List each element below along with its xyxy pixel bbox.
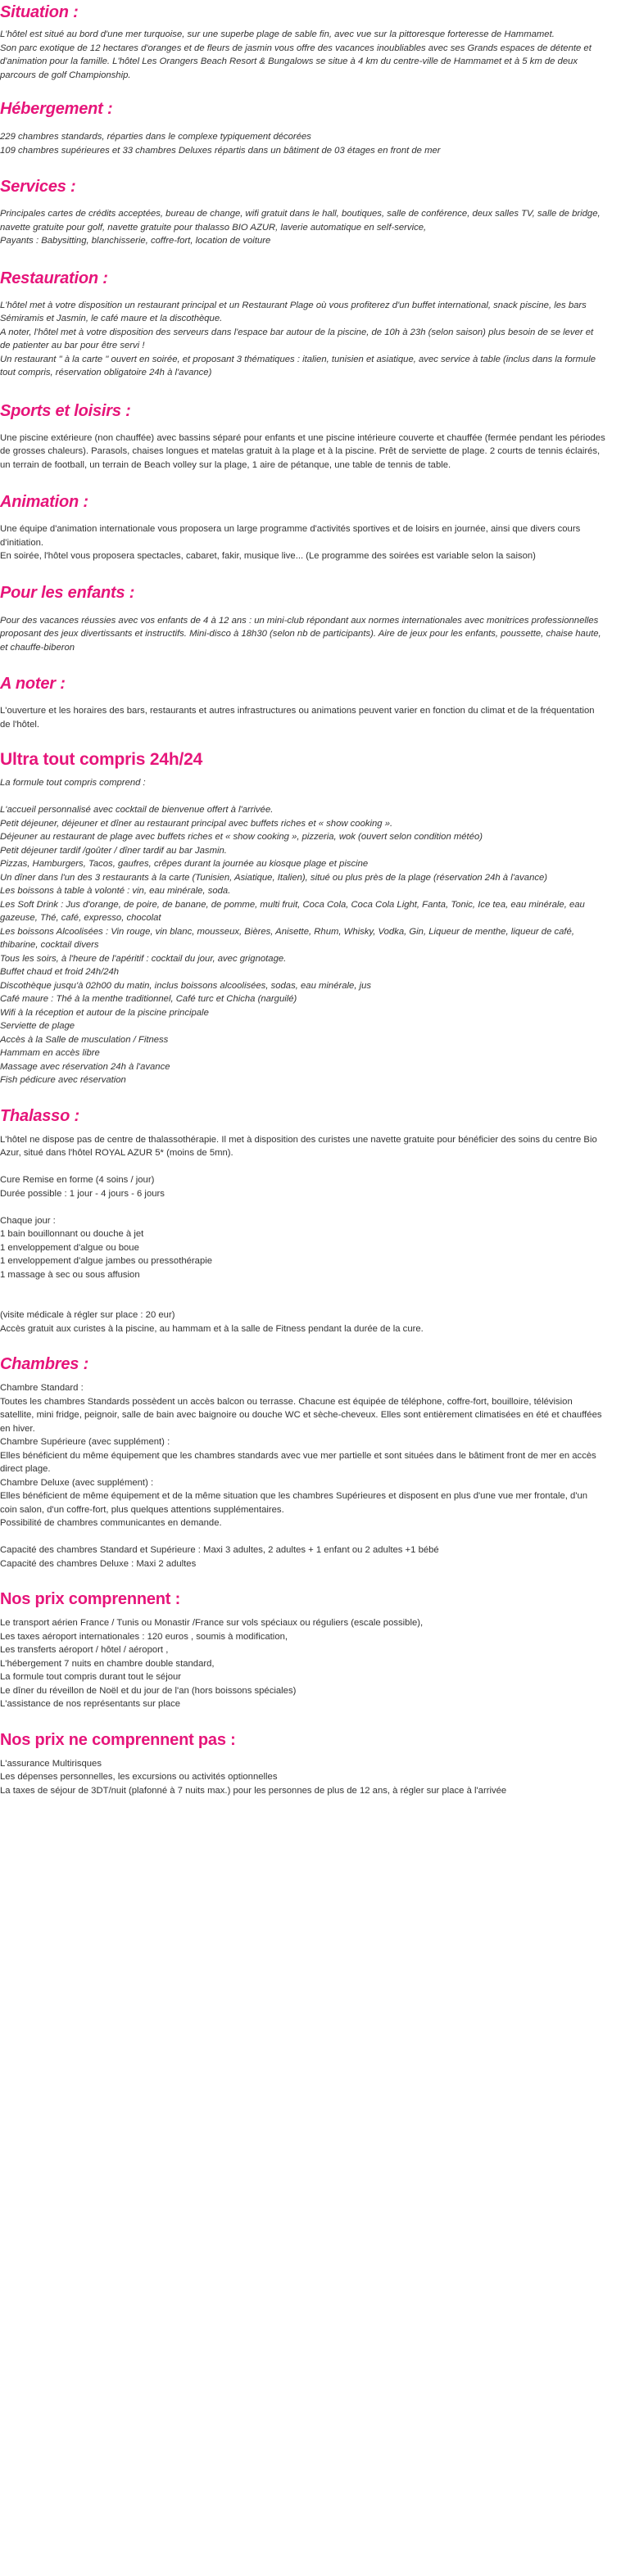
text-line: Principales cartes de crédits acceptées, bureau de change, wifi gratuit dans le hall, boutiques, salle de conférence, deux salles TV, salle de bridge, navette gratuite pour golf, navette gratuite pour thalasso BIO AZUR, laverie automatique en self-service, <box>0 209 601 233</box>
text-line: 1 enveloppement d'algue ou boue <box>0 1242 139 1253</box>
text-line: Les Soft Drink : Jus d'orange, de poire, de banane, de pomme, multi fruit, Coca Cola, Coca Cola Light, Fanta, Tonic, Ice tea, eau minérale, eau gazeuse, Thé, café, expresso, chocolat <box>0 899 585 923</box>
text-line: L'hébergement 7 nuits en chambre double standard, <box>0 1658 215 1669</box>
section-title-enfants: Pour les enfants : <box>0 583 135 602</box>
text-line: Cure Remise en forme (4 soins / jour) <box>0 1175 155 1185</box>
section-title-prix-comprennent: Nos prix comprennent : <box>0 1590 181 1608</box>
text-line: Un dîner dans l'un des 3 restaurants à la carte (Tunisien, Asiatique, Italien), situé ou plus près de la plage (réservation 24h à l'avance) <box>0 872 548 883</box>
text-line: L'hôtel met à votre disposition un restaurant principal et un Restaurant Plage où vous profiterez d'un buffet international, snack piscine, les bars Sémiramis et Jasmin, le café maure et la discothèque. <box>0 300 587 323</box>
text-line: (visite médicale à régler sur place : 20 eur) <box>0 1310 175 1320</box>
text-line: Les boissons Alcoolisées : Vin rouge, vin blanc, mousseux, Bières, Anisette, Rhum, Whisky, Vodka, Gin, Liqueur de menthe, liqueur de café, thibarine, cocktail divers <box>0 926 574 950</box>
text-line: Capacité des chambres Standard et Supérieure : Maxi 3 adultes, 2 adultes + 1 enfant ou 2 adultes +1 bébé <box>0 1545 439 1555</box>
text-line: Capacité des chambres Deluxe : Maxi 2 adultes <box>0 1558 197 1569</box>
section-animation <box>0 491 605 563</box>
text-line: Petit déjeuner tardif /goûter / dîner tardif au bar Jasmin. <box>0 845 227 856</box>
text-line: Le transport aérien France / Tunis ou Monastir /France sur vols spéciaux ou réguliers (escale possible), <box>0 1618 424 1628</box>
text-line: Chambre Deluxe (avec supplément) : <box>0 1477 154 1488</box>
text-line: Les taxes aéroport internationales : 120 euros , soumis à modification, <box>0 1631 288 1642</box>
section-chambres <box>0 1354 605 1570</box>
section-situation <box>0 0 605 82</box>
section-body-situation <box>0 28 605 82</box>
text-line: La formule tout compris comprend : <box>0 778 146 788</box>
text-line: Accès gratuit aux curistes à la piscine, au hammam et à la salle de Fitness pendant la durée de la cure. <box>0 1323 424 1334</box>
text-line: La formule tout compris durant tout le séjour <box>0 1672 182 1682</box>
text-line <box>0 1200 605 1214</box>
text-line: Chambre Standard : <box>0 1383 84 1393</box>
text-line: Elles bénéficient du même équipement que les chambres standards avec vue mer partielle et sont situées dans le bâtiment front de mer en accès direct plage. <box>0 1450 596 1474</box>
section-title-prix-ne-comprennent-pas: Nos prix ne comprennent pas : <box>0 1730 236 1749</box>
section-body-restauration <box>0 299 605 380</box>
section-body-thalasso <box>0 1133 605 1336</box>
section-thalasso <box>0 1105 605 1336</box>
section-title-animation: Animation : <box>0 493 88 511</box>
text-line: Déjeuner au restaurant de plage avec buffets riches et « show cooking », pizzeria, wok (ouvert selon condition météo) <box>0 832 483 842</box>
section-body-animation <box>0 522 605 563</box>
text-line <box>0 790 605 804</box>
section-body-ultra-tout-compris <box>0 776 605 1087</box>
text-line: 1 bain bouillonnant ou douche à jet <box>0 1229 144 1239</box>
text-line: Pour des vacances réussies avec vos enfants de 4 à 12 ans : un mini-club répondant aux normes internationales avec monitrices professionnelles proposant des jeux divertissants et instructifs. Mini-disco à 18h30 (selon nb de participants). Aire de jeux pour les enfants, poussette, chaise haute, et chauffe-biberon <box>0 615 601 653</box>
section-body-services <box>0 207 605 248</box>
text-line: Possibilité de chambres communicantes en demande. <box>0 1518 222 1528</box>
text-line: Toutes les chambres Standards possèdent un accès balcon ou terrasse. Chacune est équipée de téléphone, coffre-fort, bouilloire, télévision satellite, mini fridge, peignoir, salle de bain avec baignoire ou douche WC et sèche-cheveux. Elles sont entièrement climatisées en été et chauffées en hiver. <box>0 1396 602 1434</box>
text-line <box>0 1295 605 1309</box>
text-line: Les dépenses personnelles, les excursions ou activités optionnelles <box>0 1772 278 1782</box>
text-line: Son parc exotique de 12 hectares d'oranges et de fleurs de jasmin vous offre des vacances inoubliables avec ses Grands espaces de détente et d'animation pour la famille. L'hôtel Les Orangers Beach Resort & Bungalows se situe à 4 km du centre-ville de Hammamet et à 5 km de deux parcours de golf Championship. <box>0 43 592 80</box>
text-line: Une piscine extérieure (non chauffée) avec bassins séparé pour enfants et une piscine intérieure couverte et chauffée (fermée pendant les périodes de grosses chaleurs). Parasols, chaises longues et matelas gratuit à la plage et à la piscine. Prêt de serviette de plage. 2 courts de tennis éclairés, un terrain de football, un terrain de Beach volley sur la plage, 1 aire de pétanque, une table de tennis de table. <box>0 432 605 470</box>
text-line: Un restaurant " à la carte " ouvert en soirée, et proposant 3 thématiques : italien, tunisien et asiatique, avec service à table (inclus dans la formule tout compris, réservation obligatoire 24h à l'avance) <box>0 354 596 377</box>
section-restauration <box>0 268 605 380</box>
section-a-noter <box>0 673 605 731</box>
section-body-hebergement <box>0 130 605 157</box>
text-line: Tous les soirs, à l'heure de l'apéritif : cocktail du jour, avec grignotage. <box>0 953 287 964</box>
text-line: L'hôtel est situé au bord d'une mer turquoise, sur une superbe plage de sable fin, avec vue sur la pittoresque forteresse de Hammamet. <box>0 29 555 39</box>
text-line: L'ouverture et les horaires des bars, restaurants et autres infrastructures ou animations peuvent varier en fonction du climat et de la fréquentation de l'hôtel. <box>0 706 595 730</box>
text-line <box>0 1281 605 1295</box>
text-line: Les transferts aéroport / hôtel / aéroport , <box>0 1645 169 1655</box>
text-line: L'assurance Multirisques <box>0 1758 102 1769</box>
text-line: Accès à la Salle de musculation / Fitness <box>0 1034 169 1045</box>
section-body-enfants <box>0 614 605 655</box>
text-line: L'accueil personnalisé avec cocktail de bienvenue offert à l'arrivée. <box>0 805 274 815</box>
section-title-ultra-tout-compris: Ultra tout compris 24h/24 <box>0 750 203 769</box>
text-line: Wifi à la réception et autour de la piscine principale <box>0 1007 209 1018</box>
section-title-chambres: Chambres : <box>0 1355 89 1373</box>
section-prix-comprennent <box>0 1589 605 1711</box>
text-line: Durée possible : 1 jour - 4 jours - 6 jours <box>0 1188 165 1199</box>
text-line: 229 chambres standards, réparties dans le complexe typiquement décorées <box>0 132 311 142</box>
text-line: Petit déjeuner, déjeuner et dîner au restaurant principal avec buffets riches et « show cooking ». <box>0 818 393 829</box>
text-line: Chaque jour : <box>0 1215 56 1226</box>
section-title-situation: Situation : <box>0 3 79 21</box>
section-title-services: Services : <box>0 178 76 196</box>
text-line: Pizzas, Hamburgers, Tacos, gaufres, crêpes durant la journée au kiosque plage et piscine <box>0 859 369 869</box>
section-title-a-noter: A noter : <box>0 675 66 693</box>
section-services <box>0 176 605 248</box>
section-ultra-tout-compris <box>0 749 605 1087</box>
text-line <box>0 1160 605 1174</box>
section-body-sports <box>0 432 605 472</box>
section-body-prix-ne-comprennent-pas <box>0 1757 605 1798</box>
text-line: Massage avec réservation 24h à l'avance <box>0 1061 170 1072</box>
text-line: Serviette de plage <box>0 1021 75 1031</box>
text-line: 1 enveloppement d'algue jambes ou pressothérapie <box>0 1256 213 1266</box>
section-body-prix-comprennent <box>0 1616 605 1711</box>
section-title-restauration: Restauration : <box>0 269 108 287</box>
text-line: En soirée, l'hôtel vous proposera spectacles, cabaret, fakir, musique live... (Le programme des soirées est variable selon la saison) <box>0 551 536 561</box>
section-body-a-noter <box>0 704 605 731</box>
text-line: Hammam en accès libre <box>0 1048 100 1058</box>
text-line: Fish pédicure avec réservation <box>0 1075 126 1085</box>
section-title-sports: Sports et loisirs : <box>0 401 131 420</box>
text-line: Les boissons à table à volonté : vin, eau minérale, soda. <box>0 886 231 896</box>
text-line: A noter, l'hôtel met à votre disposition des serveurs dans l'espace bar autour de la piscine, de 10h à 23h (selon saison) plus besoin de se lever et de patienter au bar pour être servi ! <box>0 327 594 350</box>
section-title-thalasso: Thalasso : <box>0 1106 79 1125</box>
text-line <box>0 1530 605 1544</box>
text-line: Discothèque jusqu'à 02h00 du matin, inclus boissons alcoolisées, sodas, eau minérale, jus <box>0 980 372 991</box>
text-line: Le dîner du réveillon de Noël et du jour de l'an (hors boissons spéciales) <box>0 1685 297 1696</box>
text-line: La taxes de séjour de 3DT/nuit (plafonné à 7 nuits max.) pour les personnes de plus de 12 ans, à régler sur place à l'arrivée <box>0 1785 507 1796</box>
section-hebergement <box>0 98 605 157</box>
section-prix-ne-comprennent-pas <box>0 1729 605 1798</box>
section-title-hebergement: Hébergement : <box>0 100 113 118</box>
section-enfants <box>0 582 605 655</box>
text-line: Payants : Babysitting, blanchisserie, coffre-fort, location de voiture <box>0 236 271 246</box>
text-line: Elles bénéficient de même équipement et de la même situation que les chambres Supérieures et disposent en plus d'une vue mer frontale, d'un coin salon, d'un coffre-fort, plus quelques attentions supplémentaires. <box>0 1491 588 1515</box>
section-body-chambres <box>0 1381 605 1570</box>
text-line: L'hôtel ne dispose pas de centre de thalassothérapie. Il met à disposition des curistes une navette gratuite pour bénéficier des soins du centre Bio Azur, situé dans l'hôtel ROYAL AZUR 5* (moins de 5mn). <box>0 1134 597 1158</box>
text-line: Une équipe d'animation internationale vous proposera un large programme d'activités sportives et de loisirs en journée, ainsi que divers cours d'initiation. <box>0 524 581 548</box>
text-line: Chambre Supérieure (avec supplément) : <box>0 1437 170 1447</box>
text-line: Café maure : Thé à la menthe traditionnel, Café turc et Chicha (narguilé) <box>0 994 297 1004</box>
section-sports <box>0 400 605 472</box>
text-line: L'assistance de nos représentants sur place <box>0 1699 181 1709</box>
text-line: Buffet chaud et froid 24h/24h <box>0 967 120 977</box>
text-line: 109 chambres supérieures et 33 chambres Deluxes répartis dans un bâtiment de 03 étages en front de mer <box>0 145 441 156</box>
text-line: 1 massage à sec ou sous affusion <box>0 1269 140 1280</box>
